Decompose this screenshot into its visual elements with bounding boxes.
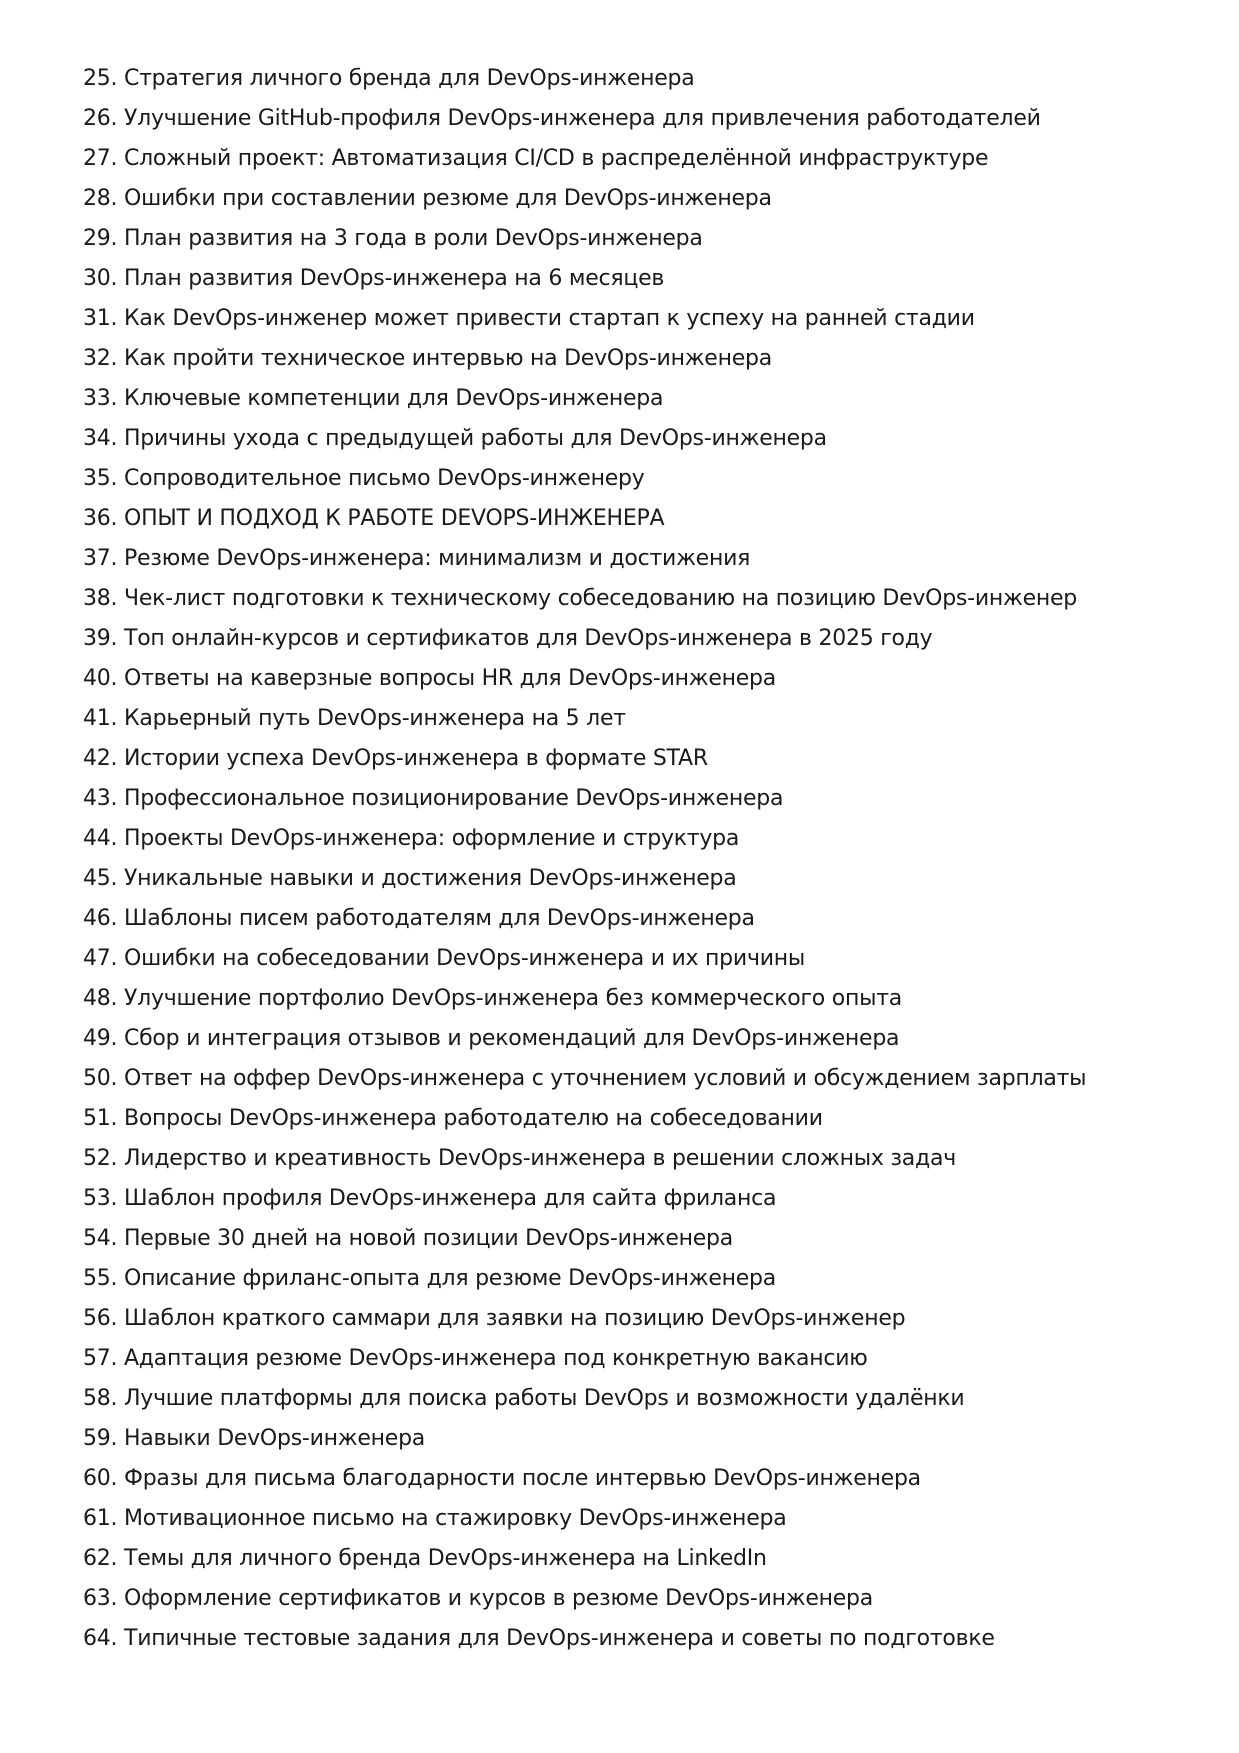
list-item (83, 1219, 1203, 1259)
list-item-number: 50. (83, 1066, 118, 1091)
list-item (83, 1059, 1203, 1099)
list-item (83, 1339, 1203, 1379)
list-item (83, 899, 1203, 939)
list-item-title: Ошибки при составлении резюме для DevOps-инженера (124, 186, 772, 211)
list-item-number: 25. (83, 66, 118, 91)
list-item-title: Как пройти техническое интервью на DevOps-инженера (124, 346, 772, 371)
list-item-number: 46. (83, 906, 118, 931)
list-item-number: 35. (83, 466, 118, 491)
list-item-number: 49. (83, 1026, 118, 1051)
list-item (83, 379, 1203, 419)
list-item-title: Шаблон краткого саммари для заявки на позицию DevOps-инженер (124, 1306, 906, 1331)
list-item-title: Лидерство и креативность DevOps-инженера в решении сложных задач (124, 1146, 956, 1171)
list-item-title: Адаптация резюме DevOps-инженера под конкретную вакансию (124, 1346, 868, 1371)
list-item (83, 179, 1203, 219)
list-item-number: 59. (83, 1426, 118, 1451)
list-item-title: Шаблоны писем работодателям для DevOps-инженера (124, 906, 755, 931)
list-item (83, 1259, 1203, 1299)
list-item-title: Топ онлайн-курсов и сертификатов для DevOps-инженера в 2025 году (124, 626, 933, 651)
list-item-number: 30. (83, 266, 118, 291)
list-item-title: Ключевые компетенции для DevOps-инженера (124, 386, 664, 411)
list-item-title: Сопроводительное письмо DevOps-инженеру (124, 466, 645, 491)
list-item (83, 1299, 1203, 1339)
list-item-title: Сбор и интеграция отзывов и рекомендаций для DevOps-инженера (124, 1026, 900, 1051)
list-item (83, 1499, 1203, 1539)
list-item-number: 32. (83, 346, 118, 371)
list-item-number: 37. (83, 546, 118, 571)
list-item-number: 42. (83, 746, 118, 771)
list-item-title: Темы для личного бренда DevOps-инженера на LinkedIn (124, 1546, 767, 1571)
list-item-title: Ошибки на собеседовании DevOps-инженера и их причины (124, 946, 805, 971)
list-item-title: Стратегия личного бренда для DevOps-инженера (124, 66, 695, 91)
list-item (83, 739, 1203, 779)
list-item-title: Сложный проект: Автоматизация CI/CD в распределённой инфраструктуре (124, 146, 989, 171)
list-item-title: План развития на 3 года в роли DevOps-инженера (124, 226, 703, 251)
list-item-title: Шаблон профиля DevOps-инженера для сайта фриланса (124, 1186, 777, 1211)
list-item-title: Профессиональное позиционирование DevOps-инженера (124, 786, 784, 811)
list-item-number: 47. (83, 946, 118, 971)
list-item-title: ОПЫТ И ПОДХОД К РАБОТЕ DEVOPS-ИНЖЕНЕРА (124, 506, 665, 531)
list-item-number: 61. (83, 1506, 118, 1531)
list-item (83, 259, 1203, 299)
list-item-number: 41. (83, 706, 118, 731)
list-item-title: Ответ на оффер DevOps-инженера с уточнением условий и обсуждением зарплаты (124, 1066, 1087, 1091)
list-item-title: План развития DevOps-инженера на 6 месяцев (124, 266, 665, 291)
list-item (83, 419, 1203, 459)
list-item-number: 54. (83, 1226, 118, 1251)
list-item-number: 34. (83, 426, 118, 451)
list-item (83, 59, 1203, 99)
list-item-title: Мотивационное письмо на стажировку DevOps-инженера (124, 1506, 787, 1531)
list-item-number: 27. (83, 146, 118, 171)
list-item-number: 29. (83, 226, 118, 251)
list-item-title: Описание фриланс-опыта для резюме DevOps-инженера (124, 1266, 776, 1291)
list-item (83, 1579, 1203, 1619)
list-item-number: 43. (83, 786, 118, 811)
list-item-number: 56. (83, 1306, 118, 1331)
list-item (83, 1139, 1203, 1179)
list-item-number: 44. (83, 826, 118, 851)
list-item-title: Первые 30 дней на новой позиции DevOps-инженера (124, 1226, 733, 1251)
list-item (83, 699, 1203, 739)
list-item-number: 63. (83, 1586, 118, 1611)
list-item (83, 1099, 1203, 1139)
list-item-number: 28. (83, 186, 118, 211)
list-item (83, 219, 1203, 259)
list-item-number: 52. (83, 1146, 118, 1171)
list-item (83, 99, 1203, 139)
list-item (83, 1179, 1203, 1219)
list-item-number: 31. (83, 306, 118, 331)
list-item (83, 939, 1203, 979)
list-item (83, 1459, 1203, 1499)
list-item-number: 33. (83, 386, 118, 411)
list-item-title: Навыки DevOps-инженера (124, 1426, 426, 1451)
list-item-title: Карьерный путь DevOps-инженера на 5 лет (124, 706, 626, 731)
list-item-title: Улучшение GitHub-профиля DevOps-инженера для привлечения работодателей (124, 106, 1041, 131)
list-item (83, 1019, 1203, 1059)
list-item-title: Типичные тестовые задания для DevOps-инженера и советы по подготовке (124, 1626, 995, 1651)
list-item (83, 539, 1203, 579)
list-item-number: 62. (83, 1546, 118, 1571)
list-item (83, 659, 1203, 699)
list-item-number: 36. (83, 506, 118, 531)
list-item-title: Резюме DevOps-инженера: минимализм и достижения (124, 546, 751, 571)
list-item (83, 459, 1203, 499)
list-item (83, 619, 1203, 659)
list-item (83, 339, 1203, 379)
list-item (83, 779, 1203, 819)
list-item-number: 58. (83, 1386, 118, 1411)
list-item-title: Фразы для письма благодарности после интервью DevOps-инженера (124, 1466, 921, 1491)
list-item-number: 55. (83, 1266, 118, 1291)
list-item-number: 60. (83, 1466, 118, 1491)
list-item (83, 859, 1203, 899)
list-item-number: 57. (83, 1346, 118, 1371)
list-item (83, 1539, 1203, 1579)
list-item (83, 139, 1203, 179)
list-item-title: Ответы на каверзные вопросы HR для DevOps-инженера (124, 666, 776, 691)
list-item-title: Как DevOps-инженер может привести стартап к успеху на ранней стадии (124, 306, 975, 331)
list-item (83, 579, 1203, 619)
list-item-title: Уникальные навыки и достижения DevOps-инженера (124, 866, 737, 891)
list-item-title: Истории успеха DevOps-инженера в формате STAR (124, 746, 708, 771)
list-item (83, 1619, 1203, 1659)
list-item (83, 1379, 1203, 1419)
list-item-number: 45. (83, 866, 118, 891)
list-item-number: 53. (83, 1186, 118, 1211)
list-item-title: Причины ухода с предыдущей работы для DevOps-инженера (124, 426, 827, 451)
list-item (83, 1419, 1203, 1459)
list-item-number: 38. (83, 586, 118, 611)
list-item-title: Лучшие платформы для поиска работы DevOps и возможности удалёнки (124, 1386, 965, 1411)
list-item-title: Оформление сертификатов и курсов в резюме DevOps-инженера (124, 1586, 873, 1611)
list-item-title: Проекты DevOps-инженера: оформление и структура (124, 826, 740, 851)
list-item-number: 48. (83, 986, 118, 1011)
list-item-title: Вопросы DevOps-инженера работодателю на собеседовании (124, 1106, 823, 1131)
list-item (83, 819, 1203, 859)
list-item (83, 299, 1203, 339)
numbered-topic-list (83, 59, 1203, 1659)
list-item-number: 40. (83, 666, 118, 691)
list-item-title: Улучшение портфолио DevOps-инженера без коммерческого опыта (124, 986, 903, 1011)
list-item (83, 979, 1203, 1019)
list-item-number: 26. (83, 106, 118, 131)
list-item-number: 39. (83, 626, 118, 651)
list-item-number: 64. (83, 1626, 118, 1651)
list-item (83, 499, 1203, 539)
list-item-number: 51. (83, 1106, 118, 1131)
list-item-title: Чек-лист подготовки к техническому собеседованию на позицию DevOps-инженер (124, 586, 1078, 611)
